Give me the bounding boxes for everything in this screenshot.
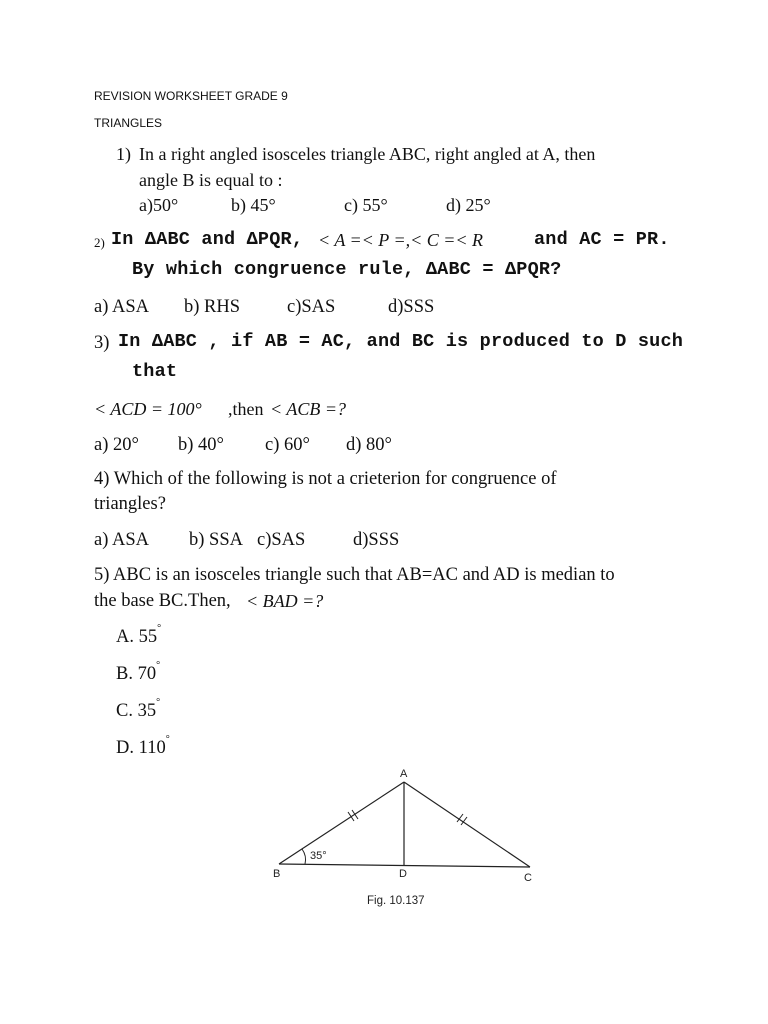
question-3-option-c: c) 60°: [265, 435, 310, 455]
question-3-number: 3): [94, 333, 110, 353]
question-1-line-1: In a right angled isosceles triangle ABC, right angled at A, then: [139, 144, 596, 164]
angle-label: 35°: [310, 850, 327, 862]
option-c-label: C.: [116, 701, 133, 721]
question-3-angle-asked: < ACB =?: [270, 399, 346, 419]
vertex-label-d: D: [399, 868, 407, 880]
question-2-option-c: c)SAS: [287, 297, 336, 317]
worksheet-subtitle: TRIANGLES: [94, 116, 163, 130]
question-5-line-2-start: the base BC.Then,: [94, 591, 231, 611]
side-ac: [404, 782, 530, 867]
question-2-option-a: a) ASA: [94, 297, 149, 317]
question-3-option-b: b) 40°: [178, 435, 224, 455]
degree-mark: °: [156, 660, 161, 671]
angle-arc-b: [302, 849, 306, 864]
question-1-option-b: b) 45°: [231, 195, 276, 215]
degree-mark: °: [157, 623, 162, 634]
vertex-label-b: B: [273, 868, 281, 880]
degree-mark: °: [165, 734, 170, 745]
degree-mark: °: [156, 697, 161, 708]
question-1-line-2: angle B is equal to :: [139, 170, 283, 190]
question-2-option-d: d)SSS: [388, 297, 435, 317]
question-3-line-2: that: [132, 361, 178, 382]
question-5-option-c: [116, 697, 161, 722]
question-3-option-a: a) 20°: [94, 435, 139, 455]
question-3-line-1: In ΔABC , if AB = AC, and BC is produced to D such: [118, 331, 684, 352]
side-ab: [279, 782, 404, 864]
option-b-value: 70: [137, 664, 157, 684]
question-4-option-c: c)SAS: [257, 530, 306, 550]
figure-caption: Fig. 10.137: [367, 895, 425, 907]
option-d-value: 110: [138, 738, 166, 758]
question-1-option-d: d) 25°: [446, 195, 491, 215]
worksheet-title: REVISION WORKSHEET GRADE 9: [94, 89, 288, 103]
question-5-line-1: 5) ABC is an isosceles triangle such that AB=AC and AD is median to: [94, 565, 615, 585]
option-a-label: A.: [116, 627, 134, 647]
option-a-value: 55: [138, 627, 158, 647]
question-4-option-a: a) ASA: [94, 530, 149, 550]
option-c-value: 35: [137, 701, 157, 721]
question-5-option-a: [116, 623, 162, 648]
vertex-label-c: C: [524, 872, 532, 884]
question-2-line-1-start: In ΔABC and ΔPQR,: [111, 229, 304, 250]
question-5-angle-asked: < BAD =?: [246, 591, 324, 611]
option-d-label: D.: [116, 738, 134, 758]
question-5-option-b: [116, 660, 161, 685]
question-4-line-2: triangles?: [94, 494, 166, 514]
question-4-option-b: b) SSA: [189, 530, 243, 550]
triangle-figure: [260, 762, 550, 912]
question-2-angle-condition: < A =< P =,< C =< R: [318, 230, 484, 250]
question-5-option-d: [116, 734, 170, 759]
question-2-number: 2): [94, 235, 105, 250]
question-3-angle-given: < ACD = 100°: [94, 399, 202, 419]
question-1-number: 1): [116, 144, 131, 164]
question-4-option-d: d)SSS: [353, 530, 400, 550]
question-1-option-a: a)50°: [139, 195, 179, 215]
question-4-line-1: 4) Which of the following is not a crieterion for congruence of: [94, 469, 557, 489]
option-b-label: B.: [116, 664, 133, 684]
question-1-option-c: c) 55°: [344, 195, 388, 215]
question-2-line-1-end: and AC = PR.: [534, 229, 670, 250]
vertex-label-a: A: [400, 768, 408, 780]
question-3-then: ,then: [228, 399, 264, 419]
question-2-line-2: By which congruence rule, ΔABC = ΔPQR?: [132, 259, 562, 280]
question-3-option-d: d) 80°: [346, 435, 392, 455]
question-2-option-b: b) RHS: [184, 297, 241, 317]
